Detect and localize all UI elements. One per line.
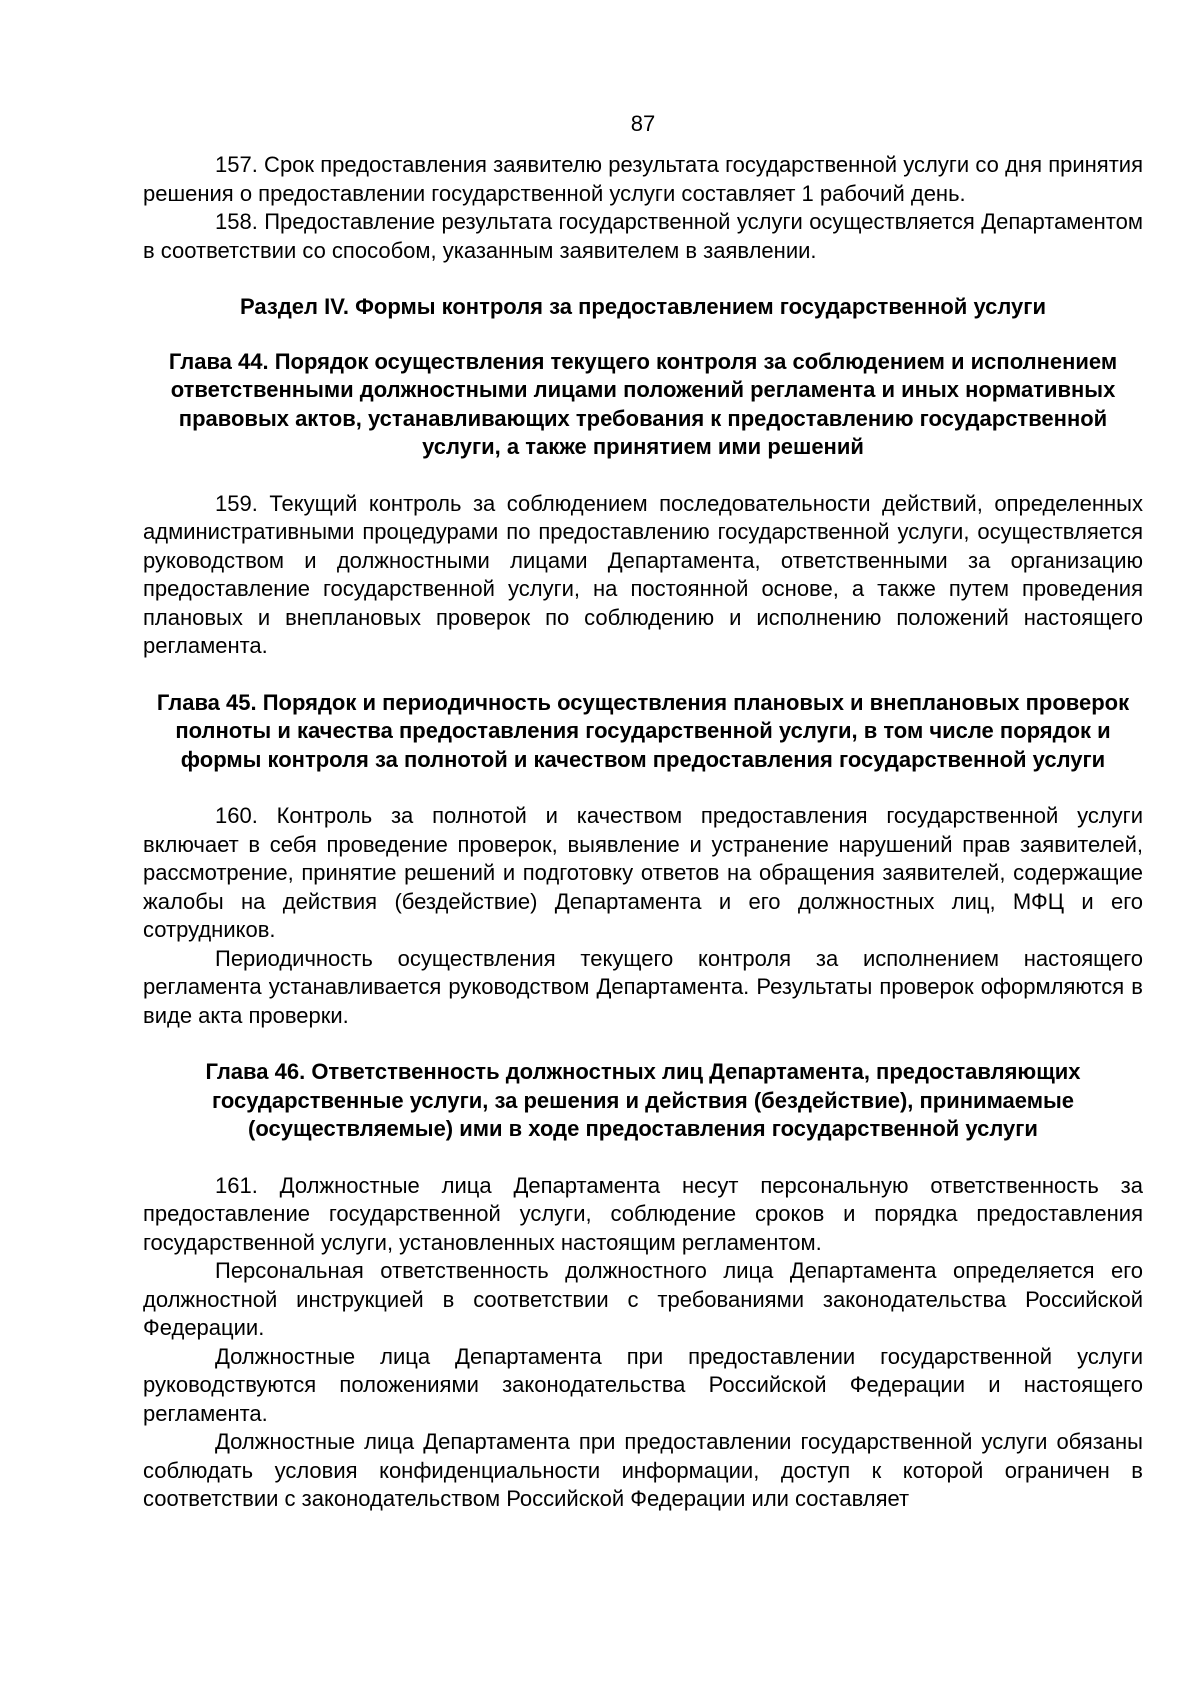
paragraph-157: 157. Срок предоставления заявителю результата государственной услуги со дня принятия решения о предоставлении государственной услуги составляет 1 рабочий день. — [143, 152, 1143, 206]
section-iv-title: Раздел IV. Формы контроля за предоставлением государственной услуги — [240, 294, 1046, 319]
paragraph-160-periodicity: Периодичность осуществления текущего контроля за исполнением настоящего регламента устанавливается руководством Департамента. Результаты проверок оформляются в виде акта проверки. — [143, 945, 1143, 1028]
paragraph-160: 160. Контроль за полнотой и качеством предоставления государственной услуги включает в себя проведение проверок, выявление и устранение нарушений прав заявителей, рассмотрение, принятие решений и подготовку ответов на обращения заявителей, содержащие жалобы на действия (бездействие) Департамента и его должностных лиц, МФЦ и его сотрудников. — [143, 803, 1143, 942]
chapter-45-title: Глава 45. Порядок и периодичность осуществления плановых и внеплановых проверок полноты и качества предоставления государственной услуги, в том числе порядок и формы контроля за полнотой и качеством предоставления государственной услуги — [156, 689, 1130, 772]
chapter-46-title: Глава 46. Ответственность должностных лиц Департамента, предоставляющих государственные услуги, за решения и действия (бездействие), принимаемые (осуществляемые) ими в ходе предоставления государственной услуги — [205, 1059, 1081, 1141]
paragraph-161: 161. Должностные лица Департамента несут персональную ответственность за предоставление государственной услуги, соблюдение сроков и порядка предоставления государственной услуги, установленных настоящим регламентом. — [143, 1172, 1143, 1255]
paragraph-161-personal-responsibility: Персональная ответственность должностного лица Департамента определяется его должностной инструкцией в соответствии с требованиями законодательства Российской Федерации. — [143, 1258, 1143, 1340]
paragraph-161-guided-by-law: Должностные лица Департамента при предоставлении государственной услуги руководствуются положениями законодательства Российской Федерации и настоящего регламента. — [143, 1343, 1143, 1426]
document-page — [143, 110, 1143, 1514]
page-number: 87 — [630, 111, 656, 136]
paragraph-159: 159. Текущий контроль за соблюдением последовательности действий, определенных административными процедурами по предоставлению государственной услуги, осуществляется руководством и должностными лицами Департамента, ответственными за организацию предоставление государственной услуги, на постоянной основе, а также путем проведения плановых и внеплановых проверок по соблюдению и исполнению положений настоящего регламента. — [143, 490, 1143, 658]
paragraph-158: 158. Предоставление результата государственной услуги осуществляется Департаментом в соответствии со способом, указанным заявителем в заявлении. — [143, 209, 1143, 263]
chapter-44-title: Глава 44. Порядок осуществления текущего контроля за соблюдением и исполнением ответственными должностными лицами положений регламента и иных нормативных правовых актов, устанавливающих требования к предоставлению государственной услуги, а также принятием ими решений — [168, 348, 1118, 459]
paragraph-161-confidentiality: Должностные лица Департамента при предоставлении государственной услуги обязаны соблюдать условия конфиденциальности информации, доступ к которой ограничен в соответствии с законодательством Российской Федерации или составляет — [143, 1429, 1143, 1511]
